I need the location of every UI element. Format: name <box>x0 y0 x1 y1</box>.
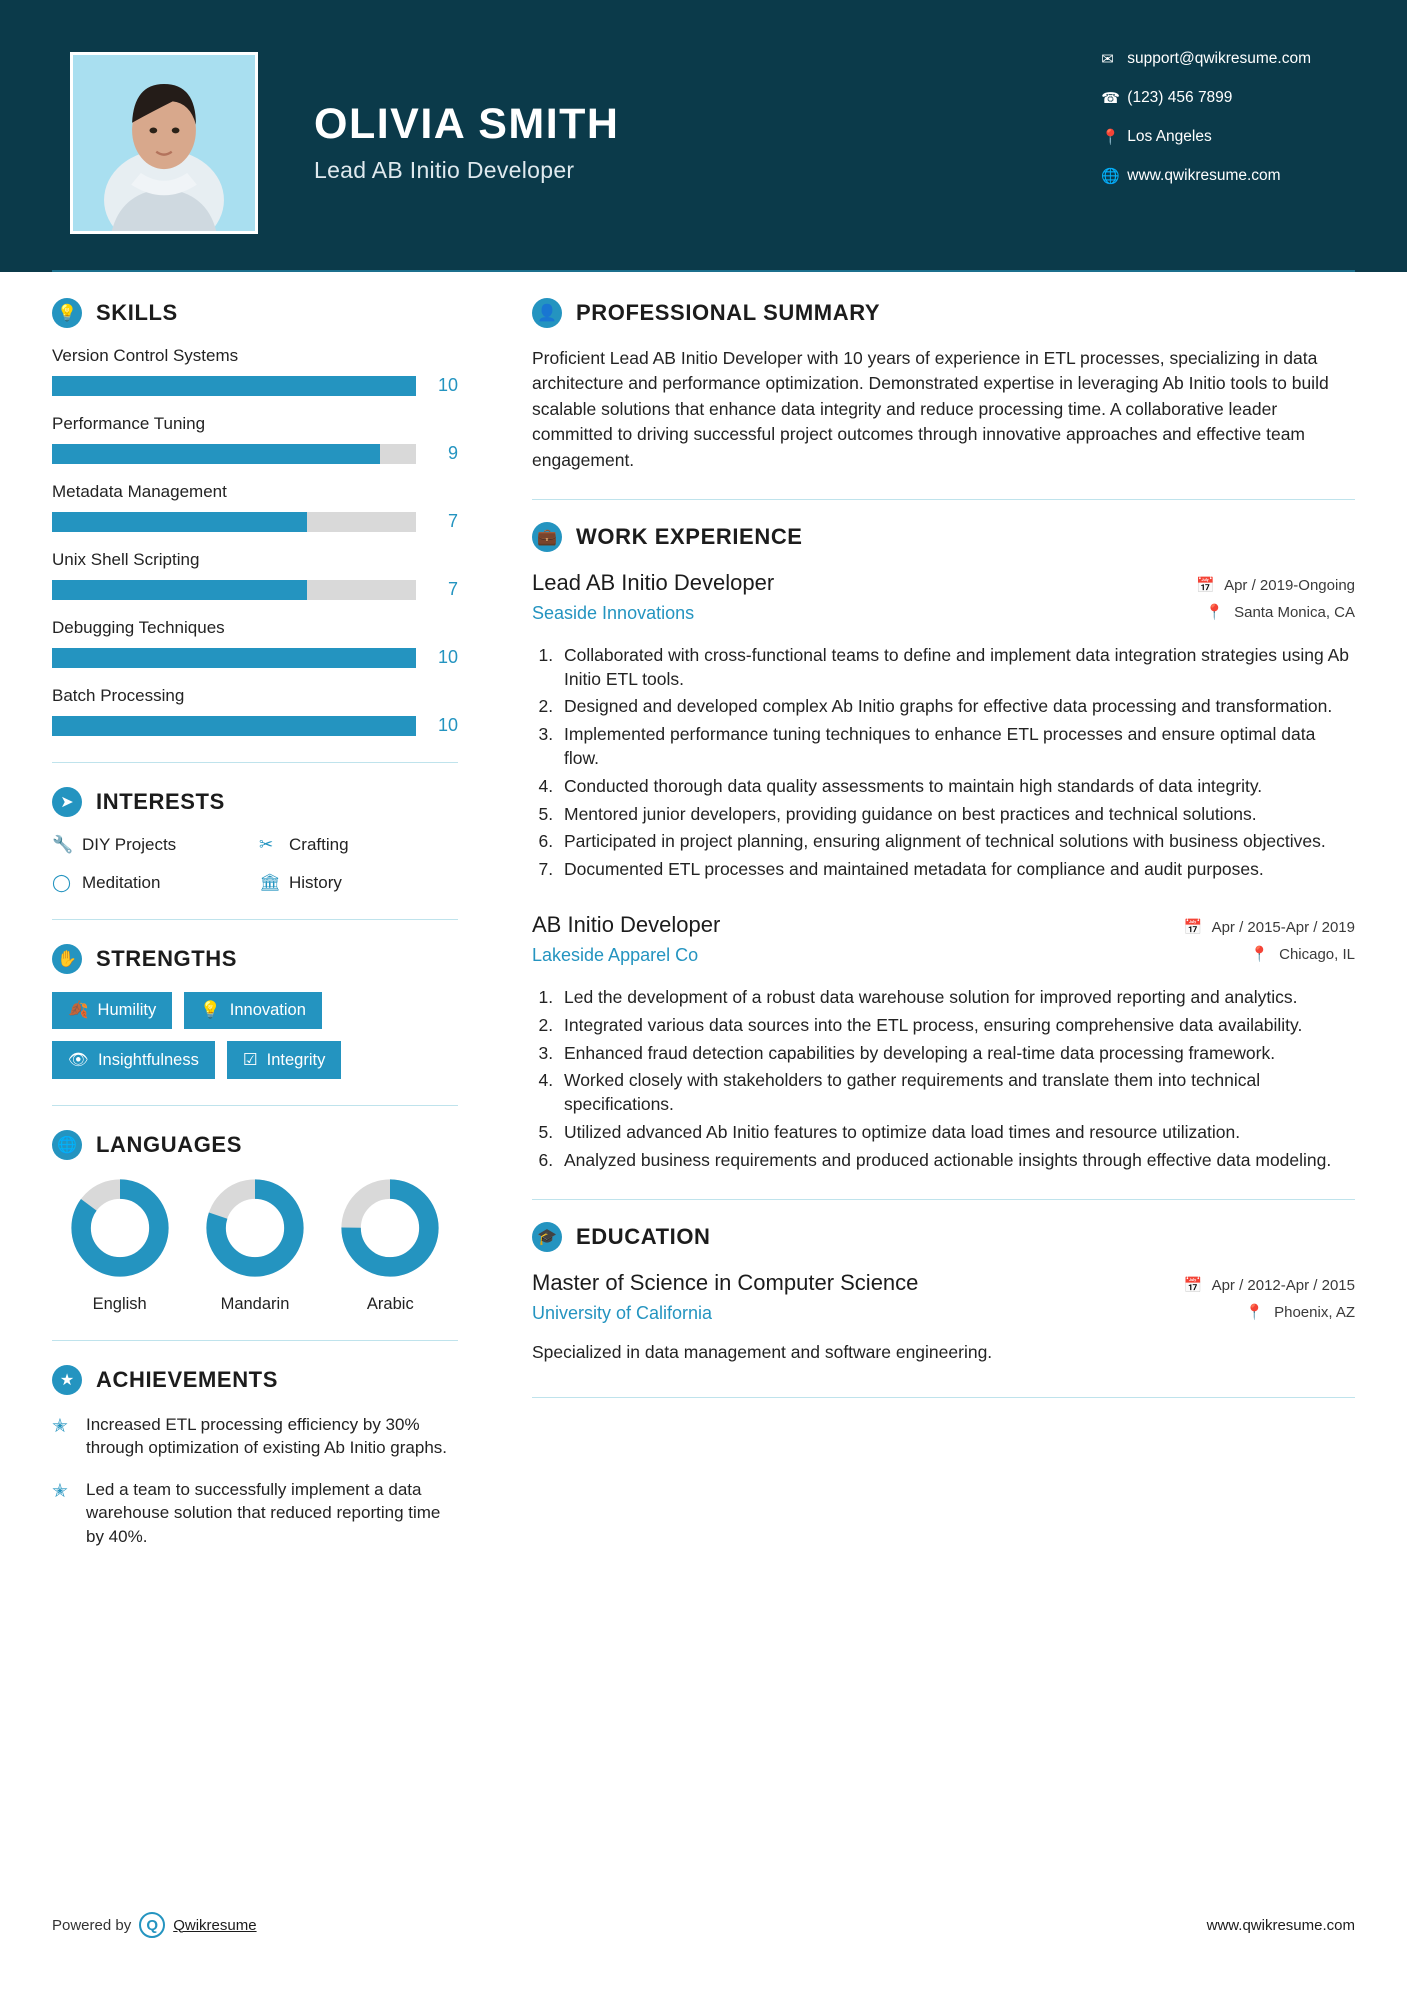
education-dates <box>1184 1276 1355 1294</box>
section-interests <box>52 787 458 893</box>
job-bullet: 6. Analyzed business requirements and produced actionable insights through effective data modeling. <box>558 1149 1355 1173</box>
skill-bar-fill <box>52 512 307 532</box>
language-donut-chart <box>70 1178 170 1278</box>
job-bullet: 5. Mentored junior developers, providing guidance on best practices and technical solutions. <box>558 803 1355 827</box>
skill-bar-track <box>52 444 416 464</box>
calendar-icon: 📅 <box>1196 576 1215 594</box>
main-divider <box>532 499 1355 500</box>
main-divider <box>532 1199 1355 1200</box>
skill-item <box>52 550 458 600</box>
location-pin-icon: 📍 <box>1245 1303 1264 1321</box>
language-donut-chart <box>340 1178 440 1278</box>
contact-location <box>1101 128 1311 146</box>
skill-value: 10 <box>437 375 458 395</box>
language-label: English <box>92 1295 147 1313</box>
experience-entry <box>532 570 1355 882</box>
skill-bar-track <box>52 648 416 668</box>
circle-icon: ◯ <box>52 873 72 892</box>
strength-chip <box>227 1041 342 1079</box>
lightbulb-icon: 💡 <box>52 298 82 328</box>
education-header <box>532 1222 1355 1252</box>
contact-website-value: www.qwikresume.com <box>1127 167 1281 184</box>
powered-by-label: Powered by <box>52 1916 132 1934</box>
strength-label: Insightfulness <box>97 1050 199 1069</box>
experience-title: WORK EXPERIENCE <box>576 523 803 549</box>
skill-label: Metadata Management <box>52 482 227 501</box>
skill-item <box>52 482 458 532</box>
interest-item <box>259 873 458 893</box>
language-donut-chart <box>205 1178 305 1278</box>
skill-bar-fill <box>52 580 307 600</box>
skill-value: 7 <box>447 579 458 599</box>
skill-bar-fill <box>52 376 416 396</box>
skill-bar-fill <box>52 444 380 464</box>
section-professional-summary <box>532 298 1355 473</box>
education-school: University of California <box>532 1302 713 1323</box>
job-dates <box>1184 918 1355 936</box>
skill-bar-track <box>52 512 416 532</box>
job-dates <box>1196 576 1355 594</box>
job-bullet: 2. Integrated various data sources into the ETL process, ensuring comprehensive data availability. <box>558 1014 1355 1038</box>
job-bullet: 2. Designed and developed complex Ab Initio graphs for effective data processing and transformation. <box>558 695 1355 719</box>
skills-title: SKILLS <box>96 300 178 325</box>
resume-header <box>0 0 1407 272</box>
education-degree: Master of Science in Computer Science <box>532 1269 919 1295</box>
location-pin-icon: 📍 <box>1250 946 1269 964</box>
sidebar-divider <box>52 1340 458 1341</box>
briefcase-icon: 💼 <box>532 522 562 552</box>
job-dates-value: Apr / 2019-Ongoing <box>1224 576 1355 594</box>
language-item <box>195 1178 315 1314</box>
hand-icon: ✋ <box>52 944 82 974</box>
interest-item <box>52 835 251 855</box>
skill-label: Version Control Systems <box>52 346 239 365</box>
summary-text: Proficient Lead AB Initio Developer with 10 years of experience in ETL processes, specializing in data architecture and performance optimization. Demonstrated expertise in leveraging Ab Initio tools to build scalable solutions that enhance data integrity and reduce processing time. A collaborative leader committed to driving successful project outcomes through innovative approaches and effective team engagement. <box>532 348 1329 470</box>
skill-item <box>52 346 458 396</box>
education-dates-value: Apr / 2012-Apr / 2015 <box>1211 1276 1355 1294</box>
job-bullet: 3. Enhanced fraud detection capabilities by developing a real-time data processing framework. <box>558 1042 1355 1066</box>
location-pin-icon: 📍 <box>1205 603 1224 621</box>
section-skills <box>52 298 458 736</box>
contact-location-value: Los Angeles <box>1127 128 1212 145</box>
globe-icon: 🌐 <box>1101 168 1120 185</box>
language-label: Arabic <box>366 1295 414 1313</box>
education-entry <box>532 1270 1355 1363</box>
job-bullet-list <box>558 986 1355 1173</box>
main-divider <box>532 1397 1355 1398</box>
skill-label: Debugging Techniques <box>52 618 225 637</box>
interest-item <box>52 873 251 893</box>
education-location-value: Phoenix, AZ <box>1274 1303 1355 1321</box>
star-icon: ✭ <box>52 1416 68 1437</box>
skill-label: Unix Shell Scripting <box>52 550 200 569</box>
achievement-item <box>52 1478 458 1548</box>
languages-title: LANGUAGES <box>96 1132 242 1157</box>
achievement-text: Increased ETL processing efficiency by 30% through optimization of existing Ab Initio graphs. <box>86 1415 447 1458</box>
contact-email[interactable] <box>1101 50 1311 68</box>
page-footer <box>0 1912 1407 1938</box>
interest-label: Meditation <box>82 873 161 892</box>
job-bullet: 1. Led the development of a robust data warehouse solution for improved reporting and analytics. <box>558 986 1355 1010</box>
language-item <box>330 1178 450 1314</box>
sidebar-divider <box>52 1105 458 1106</box>
skill-bar-track <box>52 376 416 396</box>
strengths-header <box>52 944 458 974</box>
job-role: Lead AB Initio Developer <box>532 569 775 595</box>
languages-header <box>52 1130 458 1160</box>
sidebar-divider <box>52 762 458 763</box>
skill-bar-track <box>52 580 416 600</box>
interest-label: DIY Projects <box>82 835 177 854</box>
paper-plane-icon: ➤ <box>52 787 82 817</box>
job-bullet-list <box>558 644 1355 882</box>
section-work-experience <box>532 522 1355 1173</box>
section-achievements <box>52 1365 458 1548</box>
skill-value: 9 <box>447 443 458 463</box>
experience-entry <box>532 912 1355 1173</box>
summary-header <box>532 298 1355 328</box>
strength-label: Innovation <box>229 1001 306 1019</box>
skill-item <box>52 414 458 464</box>
strength-label: Integrity <box>266 1050 326 1069</box>
calendar-icon: 📅 <box>1183 1276 1203 1294</box>
skill-value: 10 <box>437 647 458 667</box>
job-bullet: 4. Worked closely with stakeholders to gather requirements and translate them into technical specifications. <box>558 1069 1355 1117</box>
graduation-icon: 🎓 <box>532 1222 562 1252</box>
education-title: EDUCATION <box>576 1223 711 1249</box>
wrench-icon: 🔧 <box>52 835 74 854</box>
skill-label: Performance Tuning <box>52 414 206 433</box>
bulb-icon: 💡 <box>200 1001 221 1019</box>
achievement-item <box>52 1413 458 1460</box>
leaf-icon: 🍂 <box>68 1001 89 1019</box>
summary-title: PROFESSIONAL SUMMARY <box>576 300 881 325</box>
job-role: AB Initio Developer <box>532 912 721 938</box>
skill-bar-fill <box>52 648 416 668</box>
education-location <box>1184 1303 1355 1321</box>
calendar-icon: 📅 <box>1183 919 1203 937</box>
header-divider <box>52 270 1355 272</box>
strength-chip <box>52 1041 215 1079</box>
job-bullet: 6. Participated in project planning, ensuring alignment of technical solutions with business objectives. <box>558 830 1355 854</box>
interests-header <box>52 787 458 817</box>
sidebar-divider <box>52 919 458 920</box>
language-label: Mandarin <box>220 1295 290 1313</box>
page-title: OLIVIA SMITH <box>314 100 620 148</box>
footer-website[interactable]: www.qwikresume.com <box>1206 1916 1355 1934</box>
header-job-title: Lead AB Initio Developer <box>314 157 575 183</box>
contact-list <box>1101 50 1311 206</box>
skills-header <box>52 298 458 328</box>
achievements-title: ACHIEVEMENTS <box>96 1367 278 1392</box>
envelope-icon: ✉ <box>1101 51 1114 68</box>
skill-value: 10 <box>437 715 458 735</box>
contact-phone[interactable] <box>1101 89 1311 107</box>
education-description: Specialized in data management and software engineering. <box>532 1341 993 1362</box>
star-icon: ✭ <box>52 1480 68 1502</box>
strength-chip <box>184 992 322 1029</box>
strengths-title: STRENGTHS <box>96 946 238 971</box>
resume-body <box>0 272 1407 1566</box>
interests-title: INTERESTS <box>96 789 225 814</box>
section-strengths <box>52 944 458 1079</box>
skill-item <box>52 618 458 668</box>
check-square-icon: ☑ <box>242 1051 258 1069</box>
interest-label: History <box>289 873 342 892</box>
qwikresume-link[interactable]: Qwikresume <box>173 1916 257 1934</box>
avatar <box>70 52 258 234</box>
eye-icon: 👁 <box>68 1050 89 1069</box>
user-circle-icon: 👤 <box>532 298 562 328</box>
sidebar <box>52 298 492 1566</box>
skill-label: Batch Processing <box>52 686 185 705</box>
header-name-block <box>314 100 619 184</box>
job-dates-value: Apr / 2015-Apr / 2019 <box>1211 919 1355 937</box>
job-company: Lakeside Apparel Co <box>532 945 699 966</box>
strength-label: Humility <box>97 1001 157 1019</box>
job-location-value: Santa Monica, CA <box>1234 603 1355 621</box>
scissors-icon: ✂ <box>259 835 274 854</box>
phone-icon: ☎ <box>1101 90 1120 107</box>
interest-label: Crafting <box>289 835 349 854</box>
bank-icon: 🏛 <box>259 873 281 892</box>
job-bullet: 1. Collaborated with cross-functional teams to define and implement data integration strategies using Ab Initio ETL tools. <box>558 644 1355 692</box>
job-bullet: 5. Utilized advanced Ab Initio features to optimize data load times and resource utilization. <box>558 1121 1355 1145</box>
experience-header <box>532 522 1355 552</box>
interest-item <box>259 835 458 855</box>
skill-bar-fill <box>52 716 416 736</box>
section-languages <box>52 1130 458 1314</box>
job-company: Seaside Innovations <box>532 602 695 623</box>
qwikresume-logo-icon: Q <box>139 1912 165 1938</box>
job-bullet: 4. Conducted thorough data quality assessments to maintain high standards of data integrity. <box>558 775 1355 799</box>
skill-item <box>52 686 458 736</box>
location-pin-icon: 📍 <box>1101 129 1120 146</box>
achievements-header <box>52 1365 458 1395</box>
skill-bar-track <box>52 716 416 736</box>
job-bullet: 7. Documented ETL processes and maintained metadata for compliance and audit purposes. <box>558 858 1355 882</box>
contact-phone-value: (123) 456 7899 <box>1127 89 1233 106</box>
contact-email-value: support@qwikresume.com <box>1127 50 1311 67</box>
portrait-photo <box>73 55 255 231</box>
contact-website[interactable] <box>1101 167 1311 185</box>
strength-chip <box>52 992 172 1029</box>
job-location <box>1184 945 1355 963</box>
job-location <box>1196 603 1355 621</box>
translate-icon: 🌐 <box>52 1130 82 1160</box>
job-location-value: Chicago, IL <box>1279 946 1355 964</box>
language-item <box>60 1178 180 1314</box>
job-bullet: 3. Implemented performance tuning techniques to enhance ETL processes and ensure optimal data flow. <box>558 723 1355 771</box>
star-badge-icon: ★ <box>52 1365 82 1395</box>
achievement-text: Led a team to successfully implement a data warehouse solution that reduced reporting time by 40%. <box>86 1479 441 1546</box>
section-education <box>532 1222 1355 1363</box>
skill-value: 7 <box>447 511 458 531</box>
powered-by <box>52 1912 257 1938</box>
main-content <box>492 298 1355 1566</box>
